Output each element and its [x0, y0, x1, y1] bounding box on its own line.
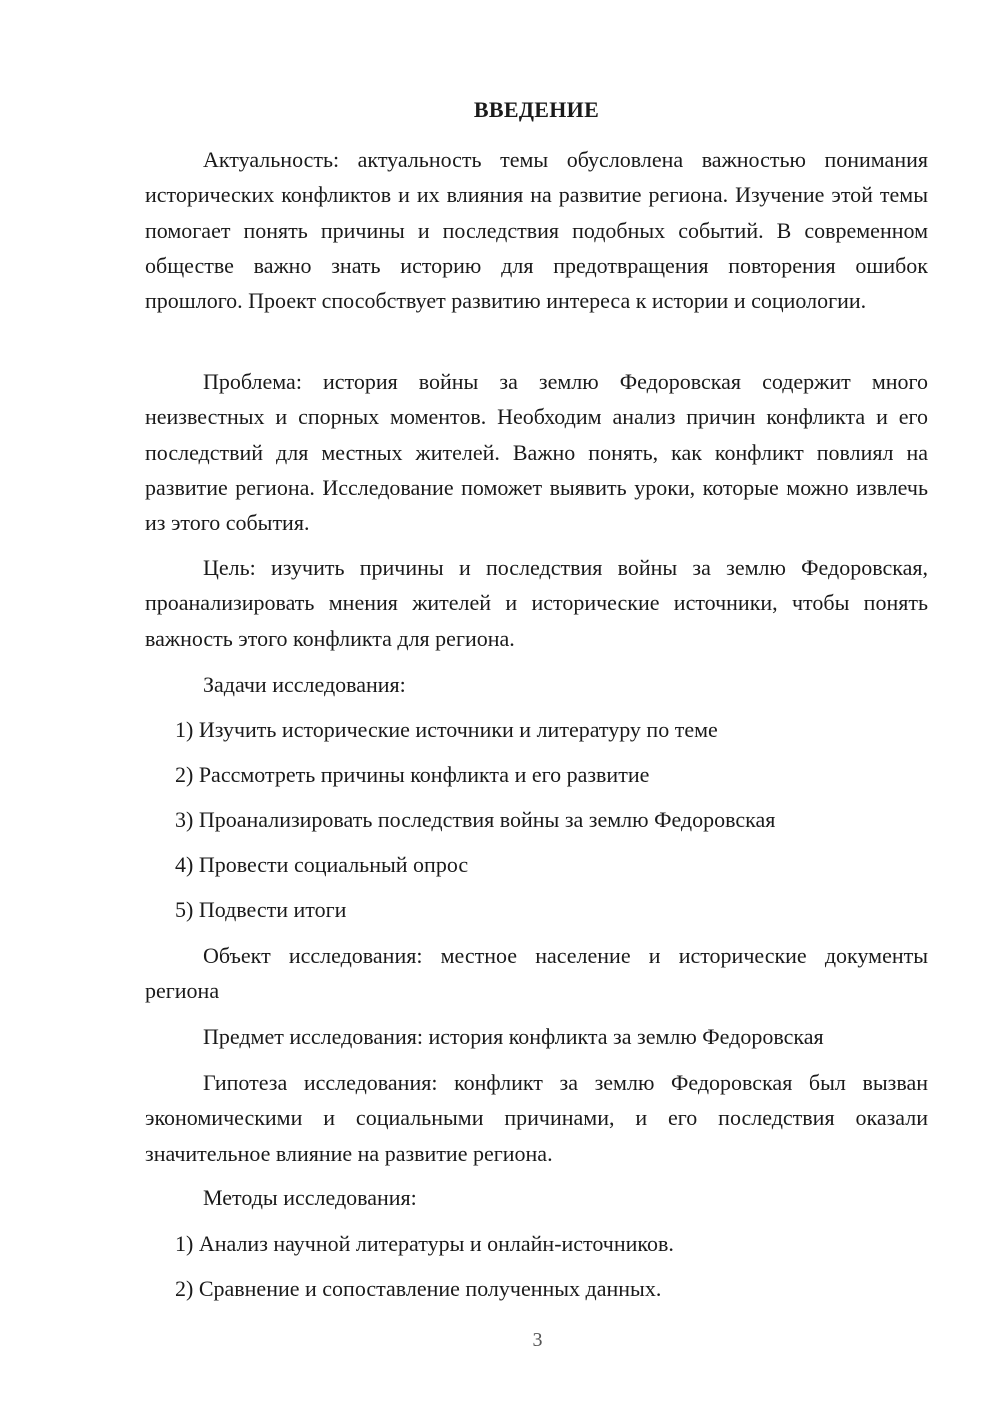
page-number: 3 [532, 1329, 543, 1351]
hypothesis-paragraph: Гипотеза исследования: конфликт за землю Федоровская был вызван экономическими и социальными причинами, и его последствия оказали значительное влияние на развитие региона. [145, 1070, 928, 1166]
relevance-paragraph: Актуальность: актуальность темы обусловлена важностью понимания исторических конфликтов и их влияния на развитие региона. Изучение этой темы помогает понять причины и последствия подобных событий. В современном обществе важно знать историю для предотвращения повторения ошибок прошлого. Проект способствует развитию интереса к истории и социологии. [145, 147, 928, 314]
task-item-3: 3) Проанализировать последствия войны за землю Федоровская [175, 807, 776, 832]
tasks-heading: Задачи исследования: [203, 672, 406, 697]
task-item-2: 2) Рассмотреть причины конфликта и его развитие [175, 762, 650, 787]
task-item-1: 1) Изучить исторические источники и литературу по теме [175, 717, 718, 742]
task-item-5: 5) Подвести итоги [175, 897, 347, 922]
problem-paragraph: Проблема: история войны за землю Федоровская содержит много неизвестных и спорных моментов. Необходим анализ причин конфликта и его последствий для местных жителей. Важно понять, как конфликт повлиял на развитие региона. Исследование поможет выявить уроки, которые можно извлечь из этого события. [145, 369, 928, 536]
goal-paragraph: Цель: изучить причины и последствия войны за землю Федоровская, проанализировать мнения жителей и исторические источники, чтобы понять важность этого конфликта для региона. [145, 555, 928, 651]
object-paragraph: Объект исследования: местное население и исторические документы региона [145, 943, 928, 1004]
subject-paragraph: Предмет исследования: история конфликта за землю Федоровская [203, 1024, 824, 1049]
page-title: ВВЕДЕНИЕ [473, 97, 600, 122]
method-item-2: 2) Сравнение и сопоставление полученных данных. [175, 1276, 662, 1301]
methods-heading: Методы исследования: [203, 1185, 417, 1210]
method-item-1: 1) Анализ научной литературы и онлайн-источников. [175, 1231, 674, 1256]
task-item-4: 4) Провести социальный опрос [175, 852, 469, 877]
